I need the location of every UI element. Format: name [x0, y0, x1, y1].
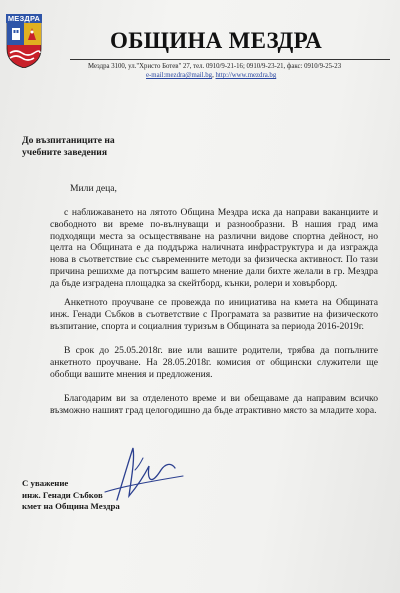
- signatory-name: инж. Генади Събков: [22, 489, 103, 500]
- coat-of-arms-icon: [6, 23, 42, 68]
- paragraph-deadline: В срок до 25.05.2018г. вие или вашите родители, трябва да попълните анкетното проучване. На 28.05.2018г. комисия от общински служители ще обобщи вашите мнения и предложения.: [50, 345, 378, 380]
- contact-separator: ,: [212, 72, 216, 79]
- header-divider: [70, 59, 390, 60]
- address-line: Мездра 3100, ул."Христо Ботев" 27, тел. 0910/9-21-16; 0910/9-23-21, факс: 0910/9-25-23: [88, 63, 342, 70]
- paragraph-initiative: Анкетното проучване се провежда по инициатива на кмета на Общината инж. Генади Събков в съответствие с Програмата за развитие на физическото възпитание, спорта и социалния туризъм в Общината за периода 2016-2019г.: [50, 297, 378, 332]
- recipient-line-2: учебните заведения: [22, 147, 108, 158]
- municipality-crest: [6, 14, 42, 68]
- salutation: Мили деца,: [70, 183, 117, 194]
- signatory-position: кмет на Община Мездра: [22, 501, 120, 511]
- signature-block: [22, 478, 182, 513]
- contact-line: [146, 71, 276, 80]
- page-title: ОБЩИНА МЕЗДРА: [110, 28, 323, 53]
- crest-label: МЕЗДРА: [7, 14, 41, 23]
- closing-regards: С уважение: [22, 478, 69, 488]
- paragraph-thanks: Благодарим ви за отделеното време и ви обещаваме да направим всичко възможно нашият град целогодишно да бъде атрактивно място за младите хора.: [50, 393, 378, 416]
- email-link[interactable]: e-mail:mezdra@mail.bg: [146, 72, 213, 79]
- paragraph-intro: с наближаването на лятото Община Мездра иска да направи ваканциите и свободното ви време по-вълнуващи и разнообразни. В нашия град има подходящи места за осъществяване на различни видове спортна дейност, но целта на Общината е да поддържа наличната инфраструктура и да изгражда нова в съответствие със съвременните методи за физическа активност. По тази причина решихме да потърсим вашето мнение дали бихте желали в гр. Мездра да бъде изградена площадка за скейтборд, кънки, ролери и ховърборд.: [50, 207, 378, 289]
- website-link[interactable]: http://www.mezdra.bg: [215, 72, 277, 79]
- recipient-line-1: До възпитаниците на: [22, 135, 115, 146]
- recipient: [22, 135, 192, 159]
